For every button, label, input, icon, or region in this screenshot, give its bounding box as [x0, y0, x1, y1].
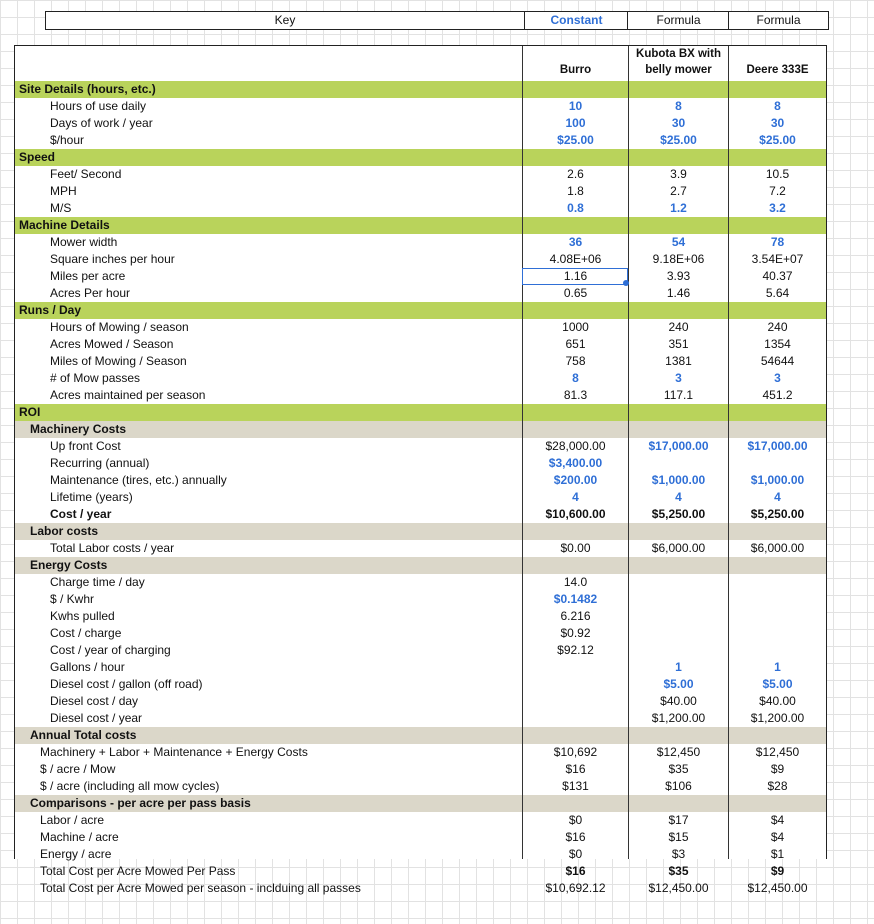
- cell-value[interactable]: $12,450: [755, 745, 800, 759]
- row-label[interactable]: Cost / year of charging: [50, 643, 171, 657]
- cell-value[interactable]: 5.64: [765, 286, 790, 300]
- cell-value[interactable]: $0.92: [560, 626, 591, 640]
- table-row[interactable]: [15, 285, 826, 302]
- cell-value[interactable]: $28,000.00: [545, 439, 606, 453]
- cell-value[interactable]: $4: [770, 830, 785, 844]
- column-divider: [522, 46, 523, 859]
- row-label[interactable]: Diesel cost / year: [50, 711, 143, 725]
- cell-value[interactable]: 4.08E+06: [549, 252, 602, 266]
- row-label[interactable]: MPH: [50, 184, 77, 198]
- cell-value[interactable]: 3: [675, 371, 682, 385]
- cell-value[interactable]: 117.1: [663, 388, 694, 402]
- table-row[interactable]: [15, 489, 826, 506]
- cell-value[interactable]: 10: [568, 99, 583, 113]
- row-label[interactable]: Runs / Day: [19, 303, 82, 317]
- cell-value[interactable]: [729, 625, 826, 642]
- row-label[interactable]: Kwhs pulled: [50, 609, 115, 623]
- cell-value[interactable]: $40.00: [660, 694, 697, 708]
- section-header-row[interactable]: [15, 217, 826, 234]
- row-label[interactable]: M/S: [50, 201, 72, 215]
- cell-value[interactable]: $40.00: [759, 694, 796, 708]
- table-row[interactable]: [15, 880, 826, 897]
- cell-value[interactable]: $5.00: [663, 677, 694, 691]
- section-header-row[interactable]: [15, 302, 826, 319]
- section-header-row[interactable]: [15, 557, 826, 574]
- row-label[interactable]: Speed: [19, 150, 56, 164]
- section-header-row[interactable]: [15, 149, 826, 166]
- row-label[interactable]: Annual Total costs: [30, 728, 137, 742]
- cell-value[interactable]: 758: [565, 354, 586, 368]
- table-row[interactable]: [15, 608, 826, 625]
- machine-header-deere[interactable]: Deere 333E: [746, 64, 809, 76]
- machine-header-kubota[interactable]: Kubota BX with belly mower: [636, 48, 721, 76]
- row-label[interactable]: $/hour: [50, 133, 85, 147]
- row-label[interactable]: Recurring (annual): [50, 456, 150, 470]
- cell-value[interactable]: $15: [668, 830, 689, 844]
- cell-value[interactable]: 1: [774, 660, 781, 674]
- cell-value[interactable]: 2.7: [670, 184, 687, 198]
- cell-value[interactable]: $0.1482: [553, 592, 598, 606]
- table-row[interactable]: [15, 132, 826, 149]
- cell-value[interactable]: 14.0: [563, 575, 588, 589]
- table-row[interactable]: [15, 336, 826, 353]
- fill-handle[interactable]: [623, 280, 629, 286]
- table-row[interactable]: [15, 200, 826, 217]
- cell-value[interactable]: $1: [770, 847, 785, 861]
- cell-value[interactable]: $25.00: [660, 133, 697, 147]
- key-formula-1[interactable]: Formula: [627, 12, 729, 29]
- cell-value[interactable]: 240: [767, 320, 788, 334]
- table-row[interactable]: [15, 693, 826, 710]
- row-label[interactable]: Up front Cost: [50, 439, 121, 453]
- cell-value[interactable]: $25.00: [557, 133, 594, 147]
- cell-value[interactable]: 1.8: [567, 184, 584, 198]
- table-row[interactable]: [15, 846, 826, 863]
- cell-value[interactable]: 651: [565, 337, 586, 351]
- row-label[interactable]: Maintenance (tires, etc.) annually: [50, 473, 227, 487]
- row-label[interactable]: Diesel cost / day: [50, 694, 139, 708]
- cell-value[interactable]: 3: [774, 371, 781, 385]
- key-row: [45, 11, 829, 30]
- cell-value[interactable]: $4: [770, 813, 785, 827]
- table-row[interactable]: [15, 812, 826, 829]
- cell-value[interactable]: $0: [568, 847, 583, 861]
- cell-value[interactable]: $17,000.00: [747, 439, 808, 453]
- cell-value[interactable]: 78: [770, 235, 785, 249]
- cell-value[interactable]: [729, 574, 826, 591]
- cell-value[interactable]: [629, 625, 728, 642]
- row-label[interactable]: Machine / acre: [40, 830, 119, 844]
- row-label[interactable]: $ / acre / Mow: [40, 762, 116, 776]
- cell-value[interactable]: [729, 591, 826, 608]
- cell-value[interactable]: 6.216: [560, 609, 591, 623]
- cell-value[interactable]: 2.6: [567, 167, 584, 181]
- cell-value[interactable]: 4: [774, 490, 781, 504]
- cell-value[interactable]: $5,250.00: [651, 507, 706, 521]
- row-label[interactable]: Site Details (hours, etc.): [19, 82, 156, 96]
- cell-value[interactable]: 30: [770, 116, 785, 130]
- row-label[interactable]: Mower width: [50, 235, 118, 249]
- table-row[interactable]: [15, 438, 826, 455]
- table-row[interactable]: [15, 472, 826, 489]
- key-constant[interactable]: Constant: [524, 12, 628, 29]
- table-row[interactable]: [15, 370, 826, 387]
- cell-value[interactable]: 3.9: [670, 167, 687, 181]
- table-row[interactable]: [15, 234, 826, 251]
- cell-value[interactable]: $17,000.00: [648, 439, 709, 453]
- cell-value[interactable]: 3.2: [769, 201, 786, 215]
- cell-value[interactable]: $106: [665, 779, 692, 793]
- row-label[interactable]: Acres maintained per season: [50, 388, 206, 402]
- cell-value[interactable]: 100: [565, 116, 586, 130]
- cell-value[interactable]: $10,692.12: [545, 881, 606, 895]
- cell-value[interactable]: 451.2: [762, 388, 793, 402]
- cell-value[interactable]: [729, 608, 826, 625]
- cell-value[interactable]: $25.00: [759, 133, 796, 147]
- cell-value[interactable]: $1,200.00: [750, 711, 805, 725]
- column-divider: [628, 46, 629, 859]
- row-label[interactable]: ROI: [19, 405, 41, 419]
- row-label[interactable]: Charge time / day: [50, 575, 145, 589]
- cell-value[interactable]: 9.18E+06: [652, 252, 705, 266]
- cell-value[interactable]: [629, 455, 728, 472]
- cost-comparison-sheet: [14, 45, 827, 895]
- table-row[interactable]: [15, 506, 826, 523]
- cell-value[interactable]: 1354: [764, 337, 791, 351]
- table-row[interactable]: [15, 761, 826, 778]
- cell-value[interactable]: 40.37: [762, 269, 793, 283]
- row-label[interactable]: Cost / year: [50, 507, 112, 521]
- selected-cell[interactable]: [522, 268, 628, 285]
- row-label[interactable]: Machine Details: [19, 218, 110, 232]
- row-label[interactable]: # of Mow passes: [50, 371, 141, 385]
- table-row[interactable]: [15, 115, 826, 132]
- row-label[interactable]: Hours of Mowing / season: [50, 320, 189, 334]
- cell-value[interactable]: 3.54E+07: [751, 252, 804, 266]
- table-row[interactable]: [15, 574, 826, 591]
- cell-value[interactable]: $9: [770, 762, 785, 776]
- table-row[interactable]: [15, 591, 826, 608]
- cell-value[interactable]: $12,450.00: [648, 881, 709, 895]
- cell-value[interactable]: 1: [675, 660, 682, 674]
- section-header-row[interactable]: [15, 727, 826, 744]
- row-label[interactable]: Miles per acre: [50, 269, 126, 283]
- cell-value[interactable]: $17: [668, 813, 689, 827]
- cell-value[interactable]: $12,450.00: [747, 881, 808, 895]
- row-label[interactable]: Miles of Mowing / Season: [50, 354, 187, 368]
- row-label[interactable]: Acres Mowed / Season: [50, 337, 174, 351]
- row-label[interactable]: Days of work / year: [50, 116, 153, 130]
- section-header-row[interactable]: [15, 523, 826, 540]
- table-row[interactable]: [15, 710, 826, 727]
- row-label[interactable]: Total Cost per Acre Mowed Per Pass: [40, 864, 236, 878]
- cell-value[interactable]: $1,000.00: [750, 473, 805, 487]
- table-row[interactable]: [15, 676, 826, 693]
- cell-value[interactable]: $10,692: [553, 745, 598, 759]
- section-header-row[interactable]: [15, 81, 826, 98]
- table-row[interactable]: [15, 455, 826, 472]
- row-label[interactable]: $ / Kwhr: [50, 592, 95, 606]
- cell-value[interactable]: 0.8: [567, 201, 584, 215]
- table-row[interactable]: [15, 319, 826, 336]
- row-label[interactable]: Cost / charge: [50, 626, 122, 640]
- cell-value[interactable]: $3,400.00: [548, 456, 603, 470]
- table-row[interactable]: [15, 744, 826, 761]
- row-label[interactable]: Total Labor costs / year: [50, 541, 175, 555]
- cell-value[interactable]: $1,000.00: [651, 473, 706, 487]
- cell-value[interactable]: $35: [668, 762, 689, 776]
- row-label[interactable]: Total Cost per Acre Mowed per season - inclduing all passes: [40, 881, 361, 895]
- row-label[interactable]: Diesel cost / gallon (off road): [50, 677, 203, 691]
- machine-header-burro[interactable]: Burro: [559, 64, 592, 76]
- table-row[interactable]: [15, 183, 826, 200]
- cell-value[interactable]: [629, 574, 728, 591]
- table-row[interactable]: [15, 659, 826, 676]
- cell-value[interactable]: [523, 710, 628, 727]
- key-formula-2[interactable]: Formula: [728, 12, 828, 29]
- table-row[interactable]: [15, 829, 826, 846]
- cell-value[interactable]: 4: [675, 490, 682, 504]
- cell-value[interactable]: 54644: [760, 354, 795, 368]
- cell-value[interactable]: 1000: [562, 320, 589, 334]
- section-header-row[interactable]: [15, 421, 826, 438]
- cell-value[interactable]: 1.46: [666, 286, 691, 300]
- column-divider: [728, 46, 729, 859]
- cell-value[interactable]: $10,600.00: [545, 507, 606, 521]
- cell-value[interactable]: 3.93: [666, 269, 691, 283]
- cell-value[interactable]: $9: [770, 864, 785, 878]
- cell-value[interactable]: 1.16: [563, 269, 588, 283]
- cell-value[interactable]: $0: [568, 813, 583, 827]
- cell-value[interactable]: $12,450: [656, 745, 701, 759]
- table-row[interactable]: [15, 251, 826, 268]
- cell-value[interactable]: [629, 642, 728, 659]
- cell-value[interactable]: [629, 608, 728, 625]
- key-label[interactable]: Key: [274, 13, 296, 27]
- row-label[interactable]: Feet/ Second: [50, 167, 122, 181]
- table-row[interactable]: [15, 268, 826, 285]
- cell-value[interactable]: 1.2: [670, 201, 687, 215]
- cell-value[interactable]: 81.3: [563, 388, 588, 402]
- cell-value[interactable]: [729, 455, 826, 472]
- cell-value[interactable]: $35: [668, 864, 689, 878]
- cell-value[interactable]: 7.2: [769, 184, 786, 198]
- row-label[interactable]: Lifetime (years): [50, 490, 133, 504]
- row-label[interactable]: $ / acre (including all mow cycles): [40, 779, 220, 793]
- cell-value[interactable]: $16: [565, 864, 586, 878]
- cell-value[interactable]: $0.00: [560, 541, 591, 555]
- row-label[interactable]: Labor / acre: [40, 813, 105, 827]
- row-label[interactable]: Acres Per hour: [50, 286, 131, 300]
- row-label[interactable]: Energy Costs: [30, 558, 108, 572]
- cell-value[interactable]: 240: [668, 320, 689, 334]
- table-row[interactable]: [15, 625, 826, 642]
- cell-value[interactable]: $92.12: [557, 643, 594, 657]
- cell-value[interactable]: 4: [572, 490, 579, 504]
- cell-value[interactable]: $1,200.00: [651, 711, 706, 725]
- row-label[interactable]: Machinery + Labor + Maintenance + Energy Costs: [40, 745, 308, 759]
- cell-value[interactable]: $28: [767, 779, 788, 793]
- table-row[interactable]: [15, 98, 826, 115]
- cell-value[interactable]: $6,000.00: [651, 541, 706, 555]
- row-label[interactable]: Comparisons - per acre per pass basis: [30, 796, 251, 810]
- cell-value[interactable]: 8: [572, 371, 579, 385]
- table-row[interactable]: [15, 387, 826, 404]
- table-row[interactable]: [15, 863, 826, 880]
- table-row[interactable]: [15, 778, 826, 795]
- cell-value[interactable]: [523, 659, 628, 676]
- section-header-row[interactable]: [15, 795, 826, 812]
- section-header-row[interactable]: [15, 404, 826, 421]
- cell-value[interactable]: [729, 642, 826, 659]
- cell-value[interactable]: 54: [671, 235, 686, 249]
- table-row[interactable]: [15, 166, 826, 183]
- cell-value[interactable]: $5,250.00: [750, 507, 805, 521]
- cell-value[interactable]: 351: [668, 337, 689, 351]
- cell-value[interactable]: $200.00: [553, 473, 598, 487]
- cell-value[interactable]: 10.5: [765, 167, 790, 181]
- table-row[interactable]: [15, 642, 826, 659]
- row-label[interactable]: Energy / acre: [40, 847, 112, 861]
- row-label[interactable]: Hours of use daily: [50, 99, 147, 113]
- cell-value[interactable]: [523, 693, 628, 710]
- cell-value[interactable]: 30: [671, 116, 686, 130]
- cell-value[interactable]: 1381: [665, 354, 692, 368]
- row-label[interactable]: Machinery Costs: [30, 422, 127, 436]
- cell-value[interactable]: 8: [675, 99, 682, 113]
- table-row[interactable]: [15, 540, 826, 557]
- row-label[interactable]: Gallons / hour: [50, 660, 125, 674]
- cell-value[interactable]: 36: [568, 235, 583, 249]
- cell-value[interactable]: $16: [565, 830, 586, 844]
- cell-value[interactable]: $16: [565, 762, 586, 776]
- row-label[interactable]: Labor costs: [30, 524, 99, 538]
- cell-value[interactable]: $131: [562, 779, 589, 793]
- table-row[interactable]: [15, 353, 826, 370]
- row-label[interactable]: Square inches per hour: [50, 252, 175, 266]
- cell-value[interactable]: 8: [774, 99, 781, 113]
- cell-value[interactable]: $3: [671, 847, 686, 861]
- cell-value[interactable]: 0.65: [563, 286, 588, 300]
- cell-value[interactable]: [523, 676, 628, 693]
- cell-value[interactable]: $6,000.00: [750, 541, 805, 555]
- cell-value[interactable]: [629, 591, 728, 608]
- cell-value[interactable]: $5.00: [762, 677, 793, 691]
